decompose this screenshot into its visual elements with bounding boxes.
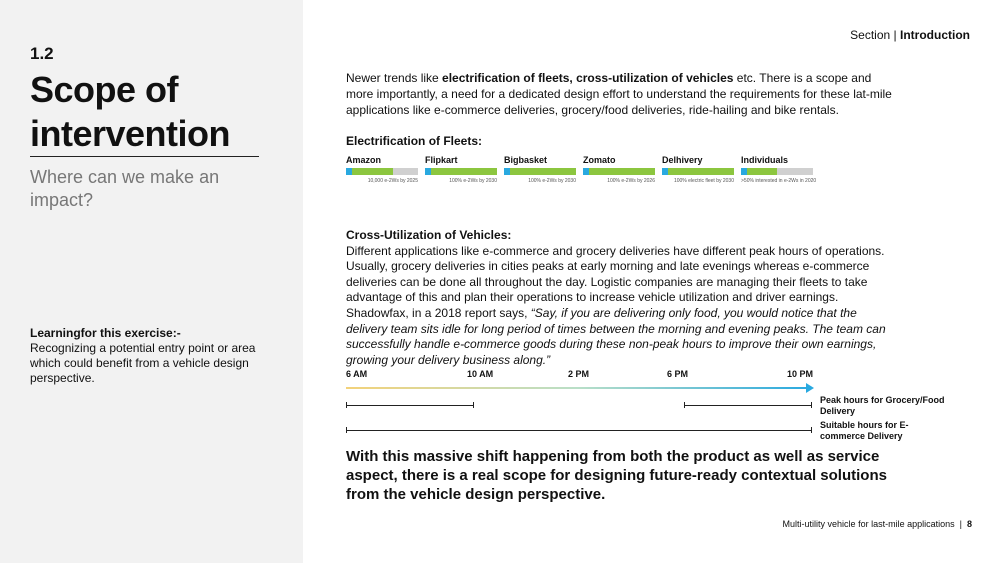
cross-utilization-body: Different applications like e-commerce and grocery deliveries have different peak hours of operations. Usually, grocery deliveries in cities peaks at early morning and late evenings whereas e-commerce deliveries can be done all throughout the day. Logistic companies are managing their fleets to take advantage of this and plan their operations to increase vehicle utilization and driver earnings. Shadowfax, in a 2018 report says,	[346, 243, 885, 320]
fleet-target-note: 100% e-2Ws by 2026	[607, 178, 655, 184]
grocery-morning-segment	[346, 405, 474, 406]
fleet-progress-bar	[425, 168, 497, 175]
grocery-morning-start-tick	[346, 402, 347, 408]
grocery-peak-label: Peak hours for Grocery/Food Delivery	[820, 395, 945, 416]
fleet-name: Bigbasket	[504, 155, 548, 165]
fleet-progress-bar	[504, 168, 576, 175]
timeline-arrow-head	[806, 383, 814, 393]
fleet-current-ev-share	[346, 168, 352, 175]
fleet-name: Amazon	[346, 155, 382, 165]
time-label-6pm: 6 PM	[667, 369, 689, 379]
fleet-current-ev-share	[741, 168, 747, 175]
electrification-heading: Electrification of Fleets:	[346, 134, 483, 148]
fleet-current-ev-share	[425, 168, 431, 175]
section-name: Introduction	[900, 28, 970, 42]
fleet-progress-bar	[346, 168, 418, 175]
timeline-gradient-arrow	[346, 387, 810, 389]
footer-separator: |	[959, 519, 962, 529]
fleet-progress-bar	[662, 168, 734, 175]
shadowfax-quote: “Say, if you are delivering only food, you would notice that the delivery team sits idle for long period of times between the morning and evening peaks. The team can successfully handle e-commerce goods during these non-peak hours to improve their own earnings, growing your delivery business along.”	[346, 305, 886, 367]
fleet-name: Flipkart	[425, 155, 458, 165]
fleet-target-note: 100% e-2Ws by 2030	[449, 178, 497, 184]
ecommerce-end-tick	[811, 427, 812, 433]
fleet-progress-bar	[583, 168, 655, 175]
title-divider	[30, 156, 259, 157]
time-label-10am: 10 AM	[467, 369, 494, 379]
fleet-progress-bar	[741, 168, 813, 175]
conclusion-text: With this massive shift happening from both the product as well as service aspect, there is a real scope for designing future-ready contextual solutions from the vehicle design perspective.	[346, 448, 887, 503]
footer	[783, 519, 972, 529]
cross-utilization-section	[346, 228, 886, 368]
fleet-target-note: 10,000 e-2Ws by 2025	[367, 178, 418, 184]
section-separator: |	[893, 28, 897, 42]
intro-paragraph	[346, 70, 896, 118]
fleet-progress-fill	[346, 168, 393, 175]
ecommerce-start-tick	[346, 427, 347, 433]
fleet-name: Zomato	[583, 155, 616, 165]
page-subtitle: Where can we make an impact?	[30, 167, 220, 210]
page-number: 8	[966, 519, 972, 529]
fleet-item	[583, 155, 655, 184]
fleet-item	[504, 155, 576, 184]
time-label-10pm: 10 PM	[787, 369, 814, 379]
fleet-item	[662, 155, 734, 184]
page-title-line-1: Scope of	[30, 69, 179, 110]
grocery-morning-end-tick	[473, 402, 474, 408]
fleet-item	[741, 155, 817, 184]
intro-text-2: etc. There is a scope and more importantly, a need for a dedicated design effort to understand the requirements for these lat-mile applications like e-commerce deliveries, grocery/food deliveries, ride-hailing and bike rentals.	[346, 71, 892, 117]
fleet-progress-fill	[583, 168, 655, 175]
fleet-item	[346, 155, 418, 184]
fleet-name: Delhivery	[662, 155, 703, 165]
cross-utilization-heading: Cross-Utilization of Vehicles:	[346, 228, 512, 242]
left-sidebar	[0, 0, 303, 563]
footer-text: Multi-utility vehicle for last-mile applications	[782, 519, 955, 529]
fleet-item	[425, 155, 497, 184]
grocery-evening-end-tick	[811, 402, 812, 408]
fleet-current-ev-share	[583, 168, 589, 175]
fleet-current-ev-share	[662, 168, 668, 175]
page-title	[30, 68, 270, 156]
fleet-progress-fill	[504, 168, 576, 175]
page-title-line-2: intervention	[30, 113, 231, 154]
ecommerce-label: Suitable hours for E-commerce Delivery	[820, 420, 909, 441]
time-label-2pm: 2 PM	[568, 369, 590, 379]
grocery-evening-segment	[684, 405, 812, 406]
section-prefix: Section	[850, 28, 891, 42]
fleet-progress-fill	[662, 168, 734, 175]
fleet-target-note: 100% electric fleet by 2030	[673, 178, 734, 184]
intro-bold: electrification of fleets, cross-utilization of vehicles	[442, 71, 734, 85]
fleet-progress-fill	[425, 168, 497, 175]
learning-text: Recognizing a potential entry point or area which could benefit from a vehicle design perspective.	[30, 341, 256, 385]
section-number: 1.2	[30, 44, 54, 63]
intro-text-1: Newer trends like	[346, 71, 443, 85]
fleet-target-note: 100% e-2Ws by 2030	[528, 178, 576, 184]
fleet-target-note: >50% interested in e-2Ws in 2020	[741, 178, 817, 184]
fleet-name: Individuals	[741, 155, 789, 165]
learning-title: Learningfor this exercise:-	[30, 326, 181, 340]
fleet-current-ev-share	[504, 168, 510, 175]
section-header	[850, 28, 970, 42]
ecommerce-segment	[346, 430, 812, 431]
grocery-evening-start-tick	[684, 402, 685, 408]
time-label-6am: 6 AM	[346, 369, 368, 379]
